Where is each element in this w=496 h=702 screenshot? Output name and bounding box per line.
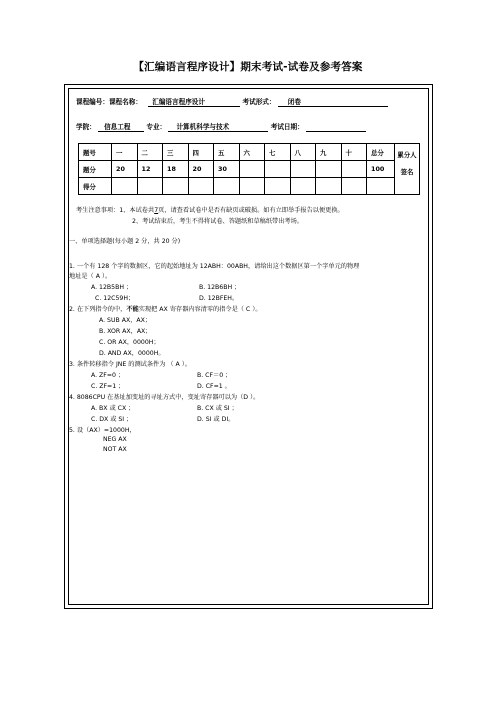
section-heading: 一、单项选择题(每小题 2 分，共 20 分)	[69, 238, 181, 245]
question-text: 1. 一个有 128 个字的数据区，它的起始地址为 12ABH：00ABH，请给出这个数据区第一个字单元的物理	[69, 263, 360, 270]
score-cell: 100	[367, 161, 395, 178]
score-cell: 30	[214, 161, 240, 178]
option: A. 12B5BH ；	[91, 284, 133, 291]
score-cell: 十	[341, 144, 367, 161]
score-cell: 20	[112, 161, 138, 178]
option: A. ZF=0 ；	[91, 372, 125, 379]
major: 计算机科学与技术	[168, 121, 268, 132]
score-cell	[265, 178, 291, 195]
score-cell: 总分	[367, 144, 395, 161]
sign-label: 签名	[400, 168, 414, 176]
notes-suffix: 页，请查看试卷中是否有缺页或破损。如有立即举手报告以便更换。	[158, 207, 344, 214]
option: B. CF＝0 ；	[197, 372, 232, 379]
school-line	[76, 121, 366, 132]
code-line: NOT AX	[103, 446, 127, 453]
score-cell	[367, 178, 395, 195]
score-cell: 18	[163, 161, 189, 178]
score-cell: 20	[188, 161, 214, 178]
question-text: 地址是（ A ）。	[69, 273, 112, 280]
score-cell: 得分	[79, 178, 112, 195]
q2-emphasis: 不能	[126, 306, 139, 313]
notes-pages: 7	[154, 207, 159, 214]
score-cell	[290, 178, 316, 195]
course-name-label: 课程名称：	[108, 98, 142, 106]
score-row-numbers	[79, 144, 420, 161]
option: C. 12C59H；	[95, 295, 135, 302]
score-cell	[316, 161, 342, 178]
score-cell	[214, 178, 240, 195]
q2-lead: 2. 在下列指令的中，	[69, 306, 127, 313]
notes-line-2: 2、考试结束后，考生不得将试卷、答题纸和草稿纸带出考场。	[132, 218, 303, 225]
score-cell	[341, 161, 367, 178]
course-name: 汇编语言程序设计	[148, 96, 240, 107]
grader-label: 累分人	[397, 151, 417, 159]
score-cell	[290, 161, 316, 178]
score-cell	[137, 178, 163, 195]
option: C. OR AX，0000H；	[99, 339, 160, 346]
score-cell: 题号	[79, 144, 112, 161]
notes-prefix: 考生注意事项：1、本试卷共	[76, 207, 155, 214]
option: C. DX 或 SI ；	[91, 416, 133, 423]
page-title: 【汇编语言程序设计】期末考试-试卷及参考答案	[133, 61, 363, 73]
option: D. SI 或 DI。	[197, 416, 235, 423]
score-cell: 五	[214, 144, 240, 161]
score-cell	[316, 178, 342, 195]
question-text	[69, 304, 262, 313]
score-cell	[163, 178, 189, 195]
option: A. SUB AX，AX；	[99, 317, 152, 324]
score-cell: 八	[290, 144, 316, 161]
score-cell: 三	[163, 144, 189, 161]
score-row-points	[79, 161, 420, 178]
score-cell	[112, 178, 138, 195]
score-cell: 四	[188, 144, 214, 161]
option: B. 12B6BH ；	[199, 284, 241, 291]
option: B. XOR AX，AX；	[99, 328, 152, 335]
score-table	[78, 143, 420, 195]
course-line	[76, 96, 388, 107]
course-no-label: 课程编号：	[76, 98, 109, 106]
option: B. CX 或 SI ；	[197, 405, 238, 412]
score-cell: 九	[316, 144, 342, 161]
exam-form-label: 考试形式：	[242, 98, 276, 106]
option: A. BX 或 CX ；	[91, 405, 135, 412]
notes-line-1	[76, 205, 344, 216]
grader-cell	[395, 144, 420, 195]
score-cell	[239, 178, 265, 195]
score-cell: 六	[239, 144, 265, 161]
exam-date-label: 考试日期：	[270, 123, 304, 131]
score-cell: 二	[137, 144, 163, 161]
score-cell: 题分	[79, 161, 112, 178]
score-cell	[265, 161, 291, 178]
major-label: 专业：	[146, 123, 167, 131]
score-cell	[188, 178, 214, 195]
question-text: 5. 设（AX）=1000H，	[69, 427, 136, 434]
exam-notes	[76, 205, 344, 227]
school: 信息工程	[98, 121, 144, 132]
option: C. ZF=1 ；	[91, 383, 125, 390]
score-cell: 12	[137, 161, 163, 178]
score-cell: 七	[265, 144, 291, 161]
score-cell	[341, 178, 367, 195]
option: D. CF=1 。	[197, 383, 231, 390]
exam-form: 闭卷	[278, 96, 388, 107]
question-text: 3. 条件转移指令 JNE 的测试条件为 （ A ）。	[69, 361, 192, 368]
score-row-obtained	[79, 178, 420, 195]
score-cell: 一	[112, 144, 138, 161]
q2-rest: 实现把 AX 寄存器内容清零的指令是（ C ）。	[138, 306, 262, 313]
school-label: 学院：	[76, 123, 96, 131]
option: D. 12BFEH。	[199, 295, 239, 302]
code-line: NEG AX	[103, 436, 127, 443]
question-text: 4. 8086CPU 在基址加变址的寻址方式中，变址寄存器可以为（D ）。	[69, 394, 260, 401]
score-cell	[239, 161, 265, 178]
exam-date-blank	[306, 123, 366, 132]
option: D. AND AX，0000H。	[99, 350, 165, 357]
